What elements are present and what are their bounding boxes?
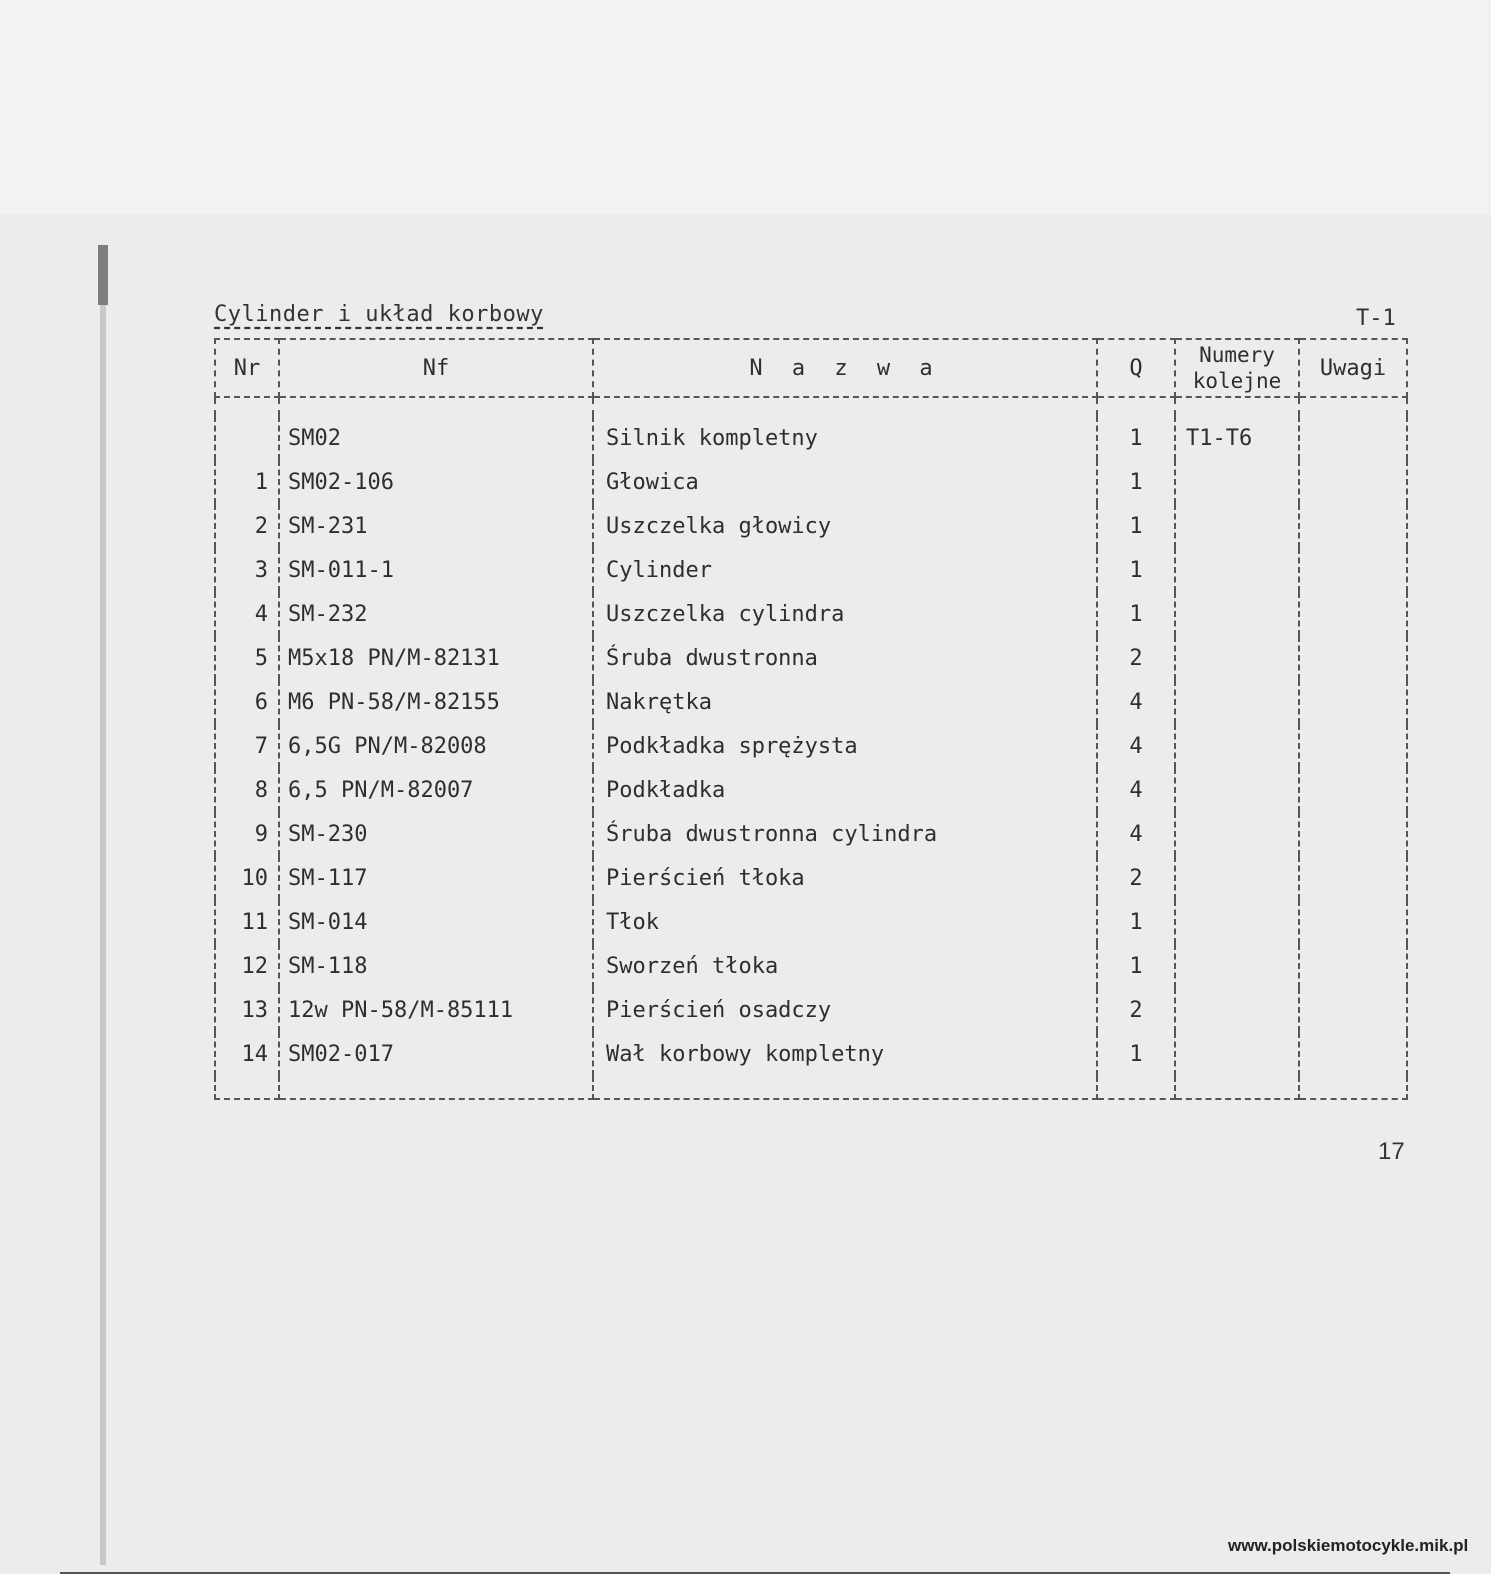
cell-code: SM-230: [279, 812, 593, 856]
cell-name: Uszczelka cylindra: [593, 592, 1097, 636]
cell-code: 12w PN-58/M-85111: [279, 988, 593, 1032]
cell-sequence: [1175, 592, 1299, 636]
spacer-cell: [1097, 397, 1175, 416]
spacer-cell: [1175, 1076, 1299, 1099]
cell-nr: 8: [215, 768, 279, 812]
table-row: [215, 504, 1407, 548]
cell-name: Silnik kompletny: [593, 416, 1097, 460]
cell-sequence: [1175, 856, 1299, 900]
cell-name: Pierścień tłoka: [593, 856, 1097, 900]
cell-name: Wał korbowy kompletny: [593, 1032, 1097, 1076]
cell-sequence: [1175, 548, 1299, 592]
header-row: [215, 339, 1407, 397]
cell-sequence: [1175, 900, 1299, 944]
scan-binding-mark: [98, 245, 108, 305]
page-title: Cylinder i układ korbowy: [214, 302, 544, 327]
cell-name: Podkładka: [593, 768, 1097, 812]
table-row: [215, 768, 1407, 812]
scan-top-band: [0, 0, 1491, 215]
table-row: [215, 988, 1407, 1032]
parts-table-body: [215, 397, 1407, 1099]
cell-qty: 2: [1097, 636, 1175, 680]
cell-sequence: [1175, 988, 1299, 1032]
table-row: [215, 900, 1407, 944]
cell-qty: 2: [1097, 988, 1175, 1032]
cell-nr: 7: [215, 724, 279, 768]
column-header-nr: Nr: [215, 339, 279, 397]
spacer-cell: [279, 1076, 593, 1099]
spacer-cell: [279, 397, 593, 416]
cell-nr: 10: [215, 856, 279, 900]
website-watermark: www.polskiemotocykle.mik.pl: [1228, 1536, 1469, 1555]
cell-code: 6,5 PN/M-82007: [279, 768, 593, 812]
cell-name: Uszczelka głowicy: [593, 504, 1097, 548]
cell-nr: 2: [215, 504, 279, 548]
cell-code: SM-231: [279, 504, 593, 548]
cell-nr: 9: [215, 812, 279, 856]
table-row: [215, 636, 1407, 680]
spacer-cell: [1175, 397, 1299, 416]
cell-name: Podkładka sprężysta: [593, 724, 1097, 768]
column-header-sequence-line2: kolejne: [1192, 369, 1282, 393]
cell-sequence: [1175, 812, 1299, 856]
cell-notes: [1299, 636, 1407, 680]
cell-name: Cylinder: [593, 548, 1097, 592]
cell-notes: [1299, 460, 1407, 504]
cell-notes: [1299, 504, 1407, 548]
table-row: [215, 592, 1407, 636]
spacer-cell: [1299, 397, 1407, 416]
cell-code: M6 PN-58/M-82155: [279, 680, 593, 724]
table-row: [215, 944, 1407, 988]
cell-nr: 1: [215, 460, 279, 504]
spacer-cell: [593, 1076, 1097, 1099]
cell-name: Śruba dwustronna: [593, 636, 1097, 680]
table-row: [215, 680, 1407, 724]
parts-table-header: [215, 339, 1407, 397]
cell-code: SM-014: [279, 900, 593, 944]
cell-code: SM-117: [279, 856, 593, 900]
cell-qty: 4: [1097, 680, 1175, 724]
cell-sequence: [1175, 944, 1299, 988]
column-header-notes: Uwagi: [1299, 339, 1407, 397]
spacer-cell: [215, 1076, 279, 1099]
cell-notes: [1299, 592, 1407, 636]
cell-nr: 5: [215, 636, 279, 680]
cell-code: SM02-017: [279, 1032, 593, 1076]
table-spacer-bottom: [215, 1076, 1407, 1099]
table-row: [215, 856, 1407, 900]
table-row: [215, 1032, 1407, 1076]
cell-nr: 3: [215, 548, 279, 592]
table-code: T-1: [1356, 306, 1396, 331]
column-header-name: N a z w a: [593, 339, 1097, 397]
table-row: [215, 724, 1407, 768]
cell-qty: 1: [1097, 504, 1175, 548]
cell-qty: 4: [1097, 768, 1175, 812]
cell-code: 6,5G PN/M-82008: [279, 724, 593, 768]
scan-binding-edge: [100, 245, 106, 1565]
cell-sequence: [1175, 724, 1299, 768]
cell-sequence: T1-T6: [1175, 416, 1299, 460]
cell-code: SM-232: [279, 592, 593, 636]
cell-qty: 4: [1097, 724, 1175, 768]
table-row: [215, 460, 1407, 504]
column-header-sequence-line1: Numery: [1199, 343, 1275, 367]
table-row: [215, 416, 1407, 460]
cell-notes: [1299, 548, 1407, 592]
cell-qty: 1: [1097, 592, 1175, 636]
cell-nr: 4: [215, 592, 279, 636]
cell-notes: [1299, 812, 1407, 856]
cell-sequence: [1175, 768, 1299, 812]
table-spacer-top: [215, 397, 1407, 416]
parts-table: [214, 338, 1408, 1100]
cell-notes: [1299, 1032, 1407, 1076]
spacer-cell: [1097, 1076, 1175, 1099]
cell-qty: 2: [1097, 856, 1175, 900]
column-header-code: Nf: [279, 339, 593, 397]
cell-qty: 1: [1097, 944, 1175, 988]
cell-code: SM-118: [279, 944, 593, 988]
cell-name: Nakrętka: [593, 680, 1097, 724]
cell-name: Tłok: [593, 900, 1097, 944]
cell-notes: [1299, 856, 1407, 900]
cell-name: Śruba dwustronna cylindra: [593, 812, 1097, 856]
cell-nr: 14: [215, 1032, 279, 1076]
spacer-cell: [593, 397, 1097, 416]
cell-sequence: [1175, 680, 1299, 724]
cell-name: Głowica: [593, 460, 1097, 504]
cell-code: SM-011-1: [279, 548, 593, 592]
cell-qty: 1: [1097, 900, 1175, 944]
column-header-qty: Q: [1097, 339, 1175, 397]
column-header-sequence: [1175, 339, 1299, 397]
cell-name: Pierścień osadczy: [593, 988, 1097, 1032]
cell-nr: 12: [215, 944, 279, 988]
cell-notes: [1299, 944, 1407, 988]
cell-notes: [1299, 768, 1407, 812]
cell-sequence: [1175, 460, 1299, 504]
cell-sequence: [1175, 504, 1299, 548]
cell-code: M5x18 PN/M-82131: [279, 636, 593, 680]
cell-name: Sworzeń tłoka: [593, 944, 1097, 988]
cell-notes: [1299, 724, 1407, 768]
cell-sequence: [1175, 1032, 1299, 1076]
cell-nr: 11: [215, 900, 279, 944]
cell-qty: 1: [1097, 460, 1175, 504]
cell-code: SM02-106: [279, 460, 593, 504]
table-row: [215, 548, 1407, 592]
cell-qty: 4: [1097, 812, 1175, 856]
cell-nr: 6: [215, 680, 279, 724]
table-row: [215, 812, 1407, 856]
cell-notes: [1299, 900, 1407, 944]
cell-notes: [1299, 988, 1407, 1032]
cell-qty: 1: [1097, 1032, 1175, 1076]
cell-nr: 13: [215, 988, 279, 1032]
cell-code: SM02: [279, 416, 593, 460]
cell-sequence: [1175, 636, 1299, 680]
cell-qty: 1: [1097, 548, 1175, 592]
cell-nr: [215, 416, 279, 460]
cell-notes: [1299, 416, 1407, 460]
page-number: 17: [1378, 1138, 1405, 1165]
cell-notes: [1299, 680, 1407, 724]
spacer-cell: [215, 397, 279, 416]
cell-qty: 1: [1097, 416, 1175, 460]
spacer-cell: [1299, 1076, 1407, 1099]
